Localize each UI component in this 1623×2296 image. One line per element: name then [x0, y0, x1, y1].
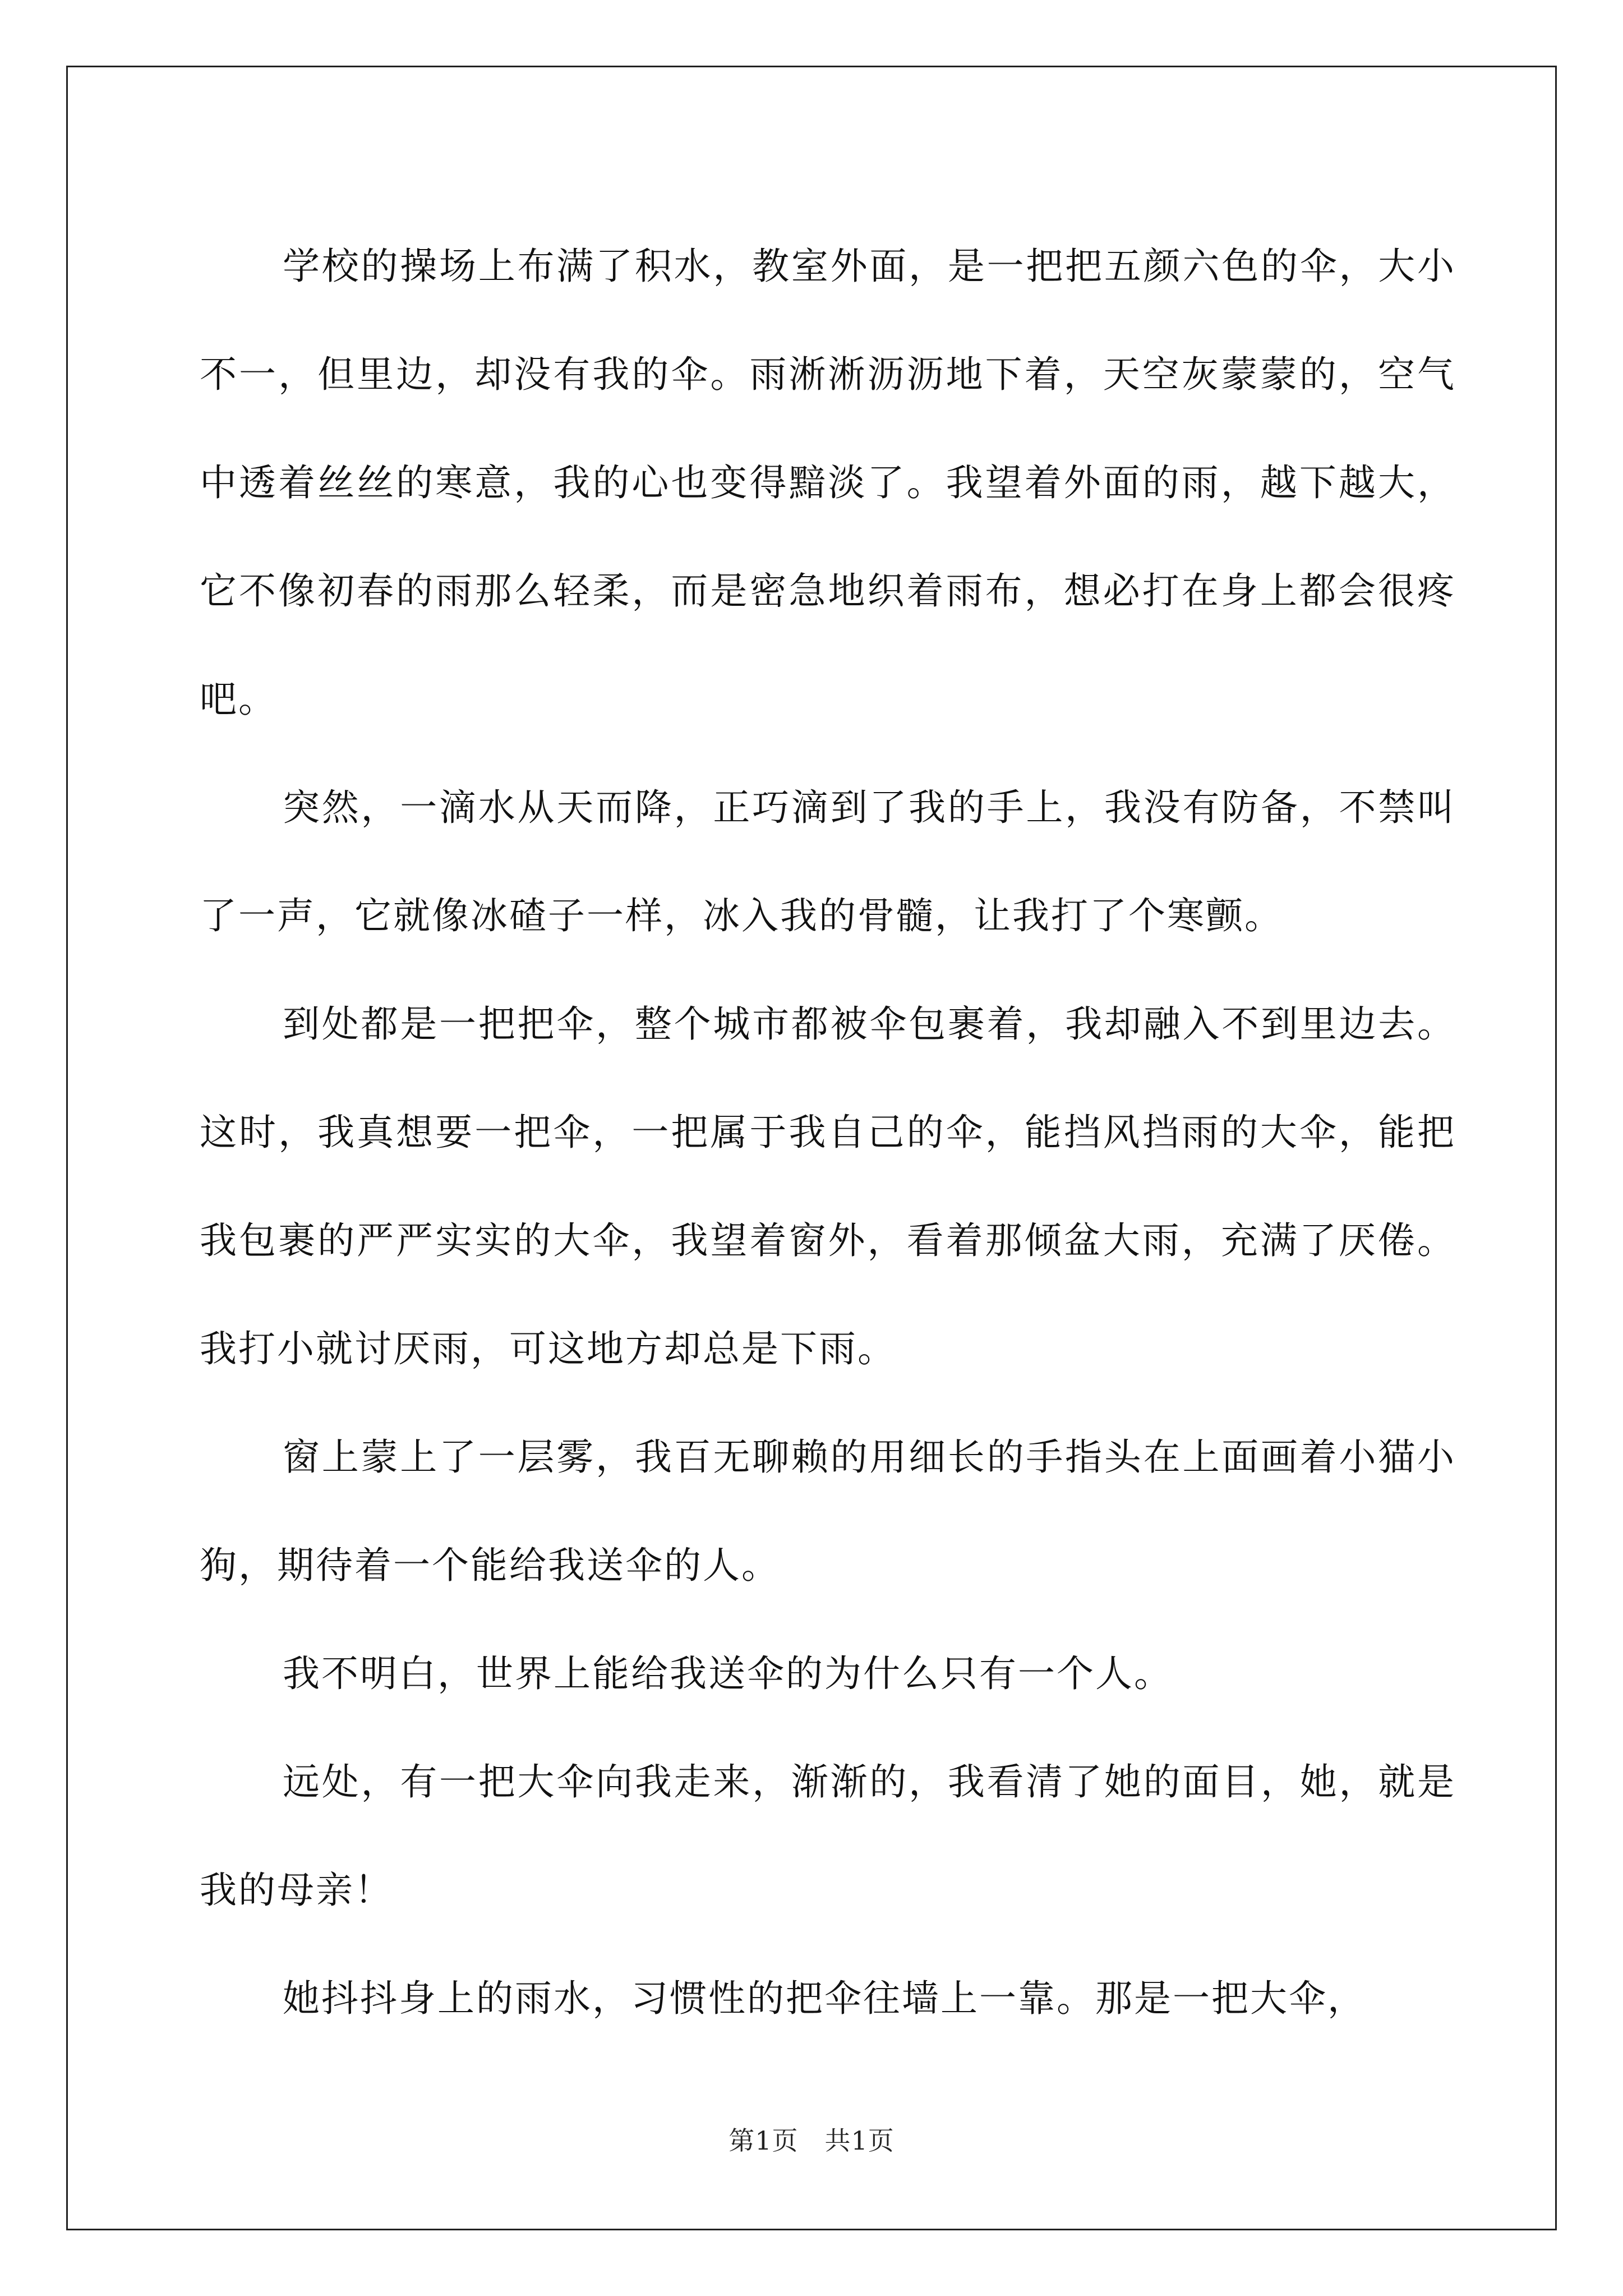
paragraph: 我不明白，世界上能给我送伞的为什么只有一个人。: [283, 1652, 1173, 1695]
paragraph: 学校的操场上布满了积水，教室外面，是一把把五颜六色的伞，大小不一，但里边，却没有我的伞。雨淅淅沥沥地下着，天空灰蒙蒙的，空气中透着丝丝的寒意，我的心也变得黯淡了。我望着外面的雨，越下越大，它不像初春的雨那么轻柔，而是密急地织着雨布，想必打在身上都会很疼吧。: [200, 245, 1456, 721]
paragraph: 到处都是一把把伞，整个城市都被伞包裹着，我却融入不到里边去。这时，我真想要一把伞，一把属于我自己的伞，能挡风挡雨的大伞，能把我包裹的严严实实的大伞，我望着窗外，看着那倾盆大雨，充满了厌倦。我打小就讨厌雨，可这地方却总是下雨。: [200, 1002, 1456, 1370]
paragraph: 突然，一滴水从天而降，正巧滴到了我的手上，我没有防备，不禁叫了一声，它就像冰碴子一样，冰入我的骨髓，让我打了个寒颤。: [200, 786, 1456, 937]
page-footer: 第1页 共1页: [728, 2125, 895, 2156]
document-body: [200, 212, 1456, 2053]
paragraph: 远处，有一把大伞向我走来，渐渐的，我看清了她的面目，她，就是我的母亲！: [200, 1760, 1456, 1912]
paragraph: 她抖抖身上的雨水，习惯性的把伞往墙上一靠。那是一把大伞，: [283, 1977, 1366, 2020]
paragraph: 窗上蒙上了一层雾，我百无聊赖的用细长的手指头在上面画着小猫小狗，期待着一个能给我送伞的人。: [200, 1435, 1456, 1587]
